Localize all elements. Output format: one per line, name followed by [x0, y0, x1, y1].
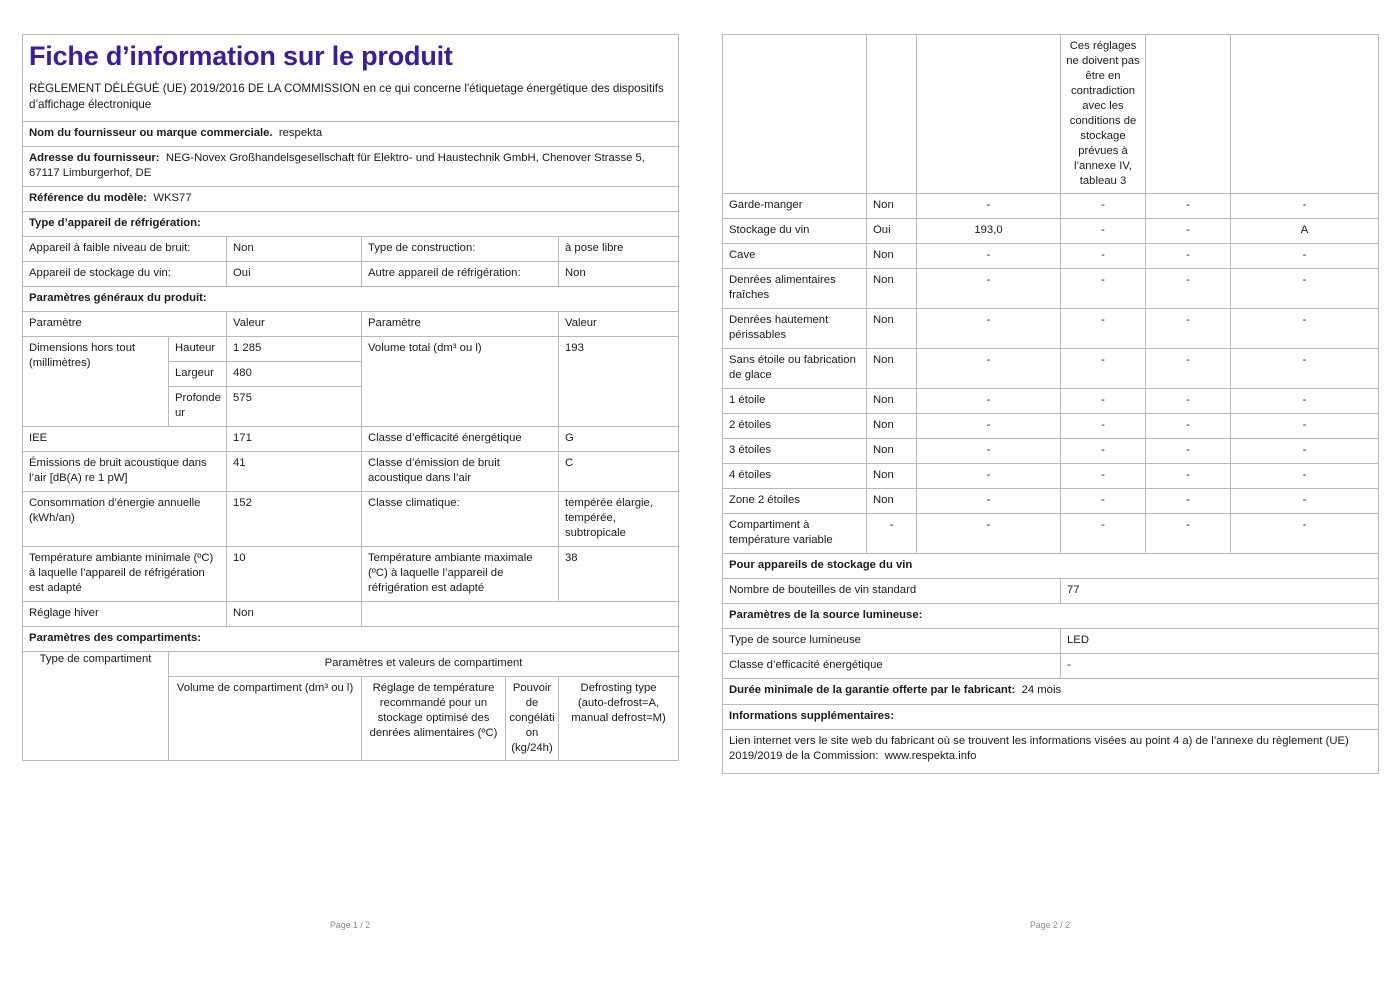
col-header-storage-note: Ces réglages ne doivent pas être en contradiction avec les conditions de stockage prévues à l’annexe IV, tableau 3 [1061, 35, 1146, 194]
col-header-parameter-1: Paramètre [23, 311, 227, 336]
height-value: 1 285 [227, 336, 362, 361]
compartment-volume: - [917, 269, 1061, 309]
additional-header: Informations supplémentaires: [723, 704, 1379, 729]
compartment-temp: - [1061, 464, 1146, 489]
compartment-temp: - [1061, 309, 1146, 349]
table-row [723, 489, 1379, 514]
wine-section-header: Pour appareils de stockage du vin [723, 554, 1379, 579]
compartments-header-row [23, 626, 679, 651]
compartment-freeze: - [1146, 219, 1231, 244]
light-source-type-row [723, 629, 1379, 654]
noise-emissions-row [23, 451, 679, 491]
compartment-freeze: - [1146, 389, 1231, 414]
supplier-address-value: NEG-Novex Großhandelsgesellschaft für Elektro- und Haustechnik GmbH, Chenover Strasse 5, 67117 Limburgerhof, DE [29, 151, 645, 179]
noise-class-label: Classe d’émission de bruit acoustique dans l’air [362, 451, 559, 491]
max-ambient-temp-label: Température ambiante maximale (ºC) à laquelle l’appareil de réfrigération est adapté [362, 546, 559, 601]
compartment-present: Non [867, 439, 917, 464]
page-2-table [722, 34, 1379, 774]
climate-class-value: tempérée élargie, tempérée, subtropicale [559, 491, 679, 546]
warranty-cell [723, 679, 1379, 704]
compartment-present: Non [867, 309, 917, 349]
title-row [23, 35, 679, 122]
compartment-temp: - [1061, 514, 1146, 554]
compartment-present: Non [867, 244, 917, 269]
compartment-type: 1 étoile [723, 389, 867, 414]
wine-section-header-row [723, 554, 1379, 579]
compartment-temp: - [1061, 269, 1146, 309]
compartment-type: Stockage du vin [723, 219, 867, 244]
compartment-present: Oui [867, 219, 917, 244]
compartment-defrost: - [1231, 349, 1379, 389]
table-row [723, 464, 1379, 489]
compartment-volume: - [917, 439, 1061, 464]
table-row [723, 439, 1379, 464]
light-source-type-value: LED [1061, 629, 1379, 654]
ambient-temperature-row [23, 546, 679, 601]
continued-volume-cell [917, 35, 1061, 194]
compartment-defrost: - [1231, 194, 1379, 219]
supplier-name-value: respekta [278, 126, 323, 139]
table-row [723, 389, 1379, 414]
low-noise-label: Appareil à faible niveau de bruit: [23, 236, 227, 261]
compartment-volume: - [917, 389, 1061, 414]
supplier-address-row [23, 146, 679, 186]
compartment-temp: - [1061, 244, 1146, 269]
compartment-volume: - [917, 514, 1061, 554]
compartment-volume: - [917, 464, 1061, 489]
compartment-freeze: - [1146, 464, 1231, 489]
page-1-table [22, 34, 679, 761]
compartment-freeze: - [1146, 269, 1231, 309]
light-source-class-value: - [1061, 654, 1379, 679]
general-params-header-row [23, 286, 679, 311]
continued-type-cell [723, 35, 867, 194]
warranty-row [723, 679, 1379, 704]
width-label: Largeur [169, 361, 227, 386]
table-row [723, 269, 1379, 309]
compartment-type: Cave [723, 244, 867, 269]
compartment-defrost: - [1231, 489, 1379, 514]
efficiency-class-label: Classe d’efficacité énergétique [362, 426, 559, 451]
compartment-temp: - [1061, 389, 1146, 414]
appliance-type-header-row [23, 211, 679, 236]
energy-consumption-row [23, 491, 679, 546]
col-header-value-1: Valeur [227, 311, 362, 336]
climate-class-label: Classe climatique: [362, 491, 559, 546]
other-appliance-label: Autre appareil de réfrigération: [362, 261, 559, 286]
page-subtitle: RÈGLEMENT DÉLÉGUÉ (UE) 2019/2016 DE LA COMMISSION en ce qui concerne l'étiquetage énergétique des dispositifs d’affichage électronique [29, 81, 664, 112]
manufacturer-link-url[interactable]: www.respekta.info [884, 749, 977, 762]
compartment-temp: - [1061, 194, 1146, 219]
min-ambient-temp-value: 10 [227, 546, 362, 601]
compartment-defrost: - [1231, 414, 1379, 439]
compartment-type: Denrées hautement périssables [723, 309, 867, 349]
construction-type-label: Type de construction: [362, 236, 559, 261]
additional-link-row [723, 729, 1379, 773]
appliance-type-row [23, 261, 679, 286]
wine-storage-value: Oui [227, 261, 362, 286]
compartment-type: Zone 2 étoiles [723, 489, 867, 514]
noise-class-value: C [559, 451, 679, 491]
total-volume-value: 193 [559, 336, 679, 426]
compartment-present: Non [867, 489, 917, 514]
compartment-volume: - [917, 414, 1061, 439]
compartment-temp: - [1061, 489, 1146, 514]
iee-label: IEE [23, 426, 227, 451]
general-params-header: Paramètres généraux du produit: [23, 286, 679, 311]
wine-bottles-label: Nombre de bouteilles de vin standard [723, 579, 1061, 604]
compartment-freeze: - [1146, 194, 1231, 219]
model-row [23, 186, 679, 211]
continued-freeze-cell [1146, 35, 1231, 194]
compartment-defrost: - [1231, 464, 1379, 489]
compartment-freeze: - [1146, 439, 1231, 464]
total-volume-label: Volume total (dm³ ou l) [362, 336, 559, 426]
title-cell [23, 35, 679, 122]
compartment-defrost: A [1231, 219, 1379, 244]
table-row [723, 219, 1379, 244]
additional-header-row [723, 704, 1379, 729]
other-appliance-value: Non [559, 261, 679, 286]
compartment-type: 3 étoiles [723, 439, 867, 464]
light-source-header: Paramètres de la source lumineuse: [723, 604, 1379, 629]
dimensions-label: Dimensions hors tout (millimètres) [23, 336, 169, 426]
col-header-compartment-volume: Volume de compartiment (dm³ ou l) [169, 676, 362, 760]
general-params-col-header-row [23, 311, 679, 336]
light-source-class-label: Classe d’efficacité énergétique [723, 654, 1061, 679]
model-cell [23, 186, 679, 211]
compartment-temp: - [1061, 414, 1146, 439]
low-noise-value: Non [227, 236, 362, 261]
depth-label: Profondeur [169, 386, 227, 426]
wine-bottles-row [723, 579, 1379, 604]
noise-emissions-label: Émissions de bruit acoustique dans l’air [dB(A) re 1 pW] [23, 451, 227, 491]
page-2-footer: Page 2 / 2 [1029, 920, 1071, 930]
depth-value: 575 [227, 386, 362, 426]
compartment-type: Sans étoile ou fabrication de glace [723, 349, 867, 389]
compartment-present: Non [867, 414, 917, 439]
appliance-type-header: Type d’appareil de réfrigération: [23, 211, 679, 236]
light-source-class-row [723, 654, 1379, 679]
light-source-type-label: Type de source lumineuse [723, 629, 1061, 654]
compartment-freeze: - [1146, 349, 1231, 389]
continued-defrost-cell [1231, 35, 1379, 194]
compartment-present: Non [867, 349, 917, 389]
appliance-type-row [23, 236, 679, 261]
continued-present-cell [867, 35, 917, 194]
compartment-present: Non [867, 389, 917, 414]
col-header-freezing-capacity: Pouvoir de congélation (kg/24h) [506, 676, 559, 760]
construction-type-value: à pose libre [559, 236, 679, 261]
compartment-present: Non [867, 464, 917, 489]
winter-setting-value: Non [227, 601, 362, 626]
model-value: WKS77 [153, 191, 192, 204]
compartment-defrost: - [1231, 439, 1379, 464]
compartment-temp: - [1061, 219, 1146, 244]
height-label: Hauteur [169, 336, 227, 361]
page-1-clip [0, 0, 700, 900]
warranty-value: 24 mois [1021, 684, 1062, 697]
page-1-footer: Page 1 / 2 [329, 920, 371, 930]
winter-setting-row [23, 601, 679, 626]
noise-emissions-value: 41 [227, 451, 362, 491]
iee-row [23, 426, 679, 451]
compartments-group-header-row [23, 651, 679, 676]
compartment-volume: - [917, 349, 1061, 389]
supplier-address-cell [23, 146, 679, 186]
table-row [723, 194, 1379, 219]
col-header-temp-setting: Réglage de température recommandé pour un stockage optimisé des denrées alimentaires (ºC) [362, 676, 506, 760]
compartment-type: Compartiment à température variable [723, 514, 867, 554]
compartment-volume: - [917, 244, 1061, 269]
light-source-header-row [723, 604, 1379, 629]
manufacturer-link-text: Lien internet vers le site web du fabricant où se trouvent les informations visées au point 4 a) de l’annexe du règlement (UE) 2019/2019 de la Commission: [729, 734, 1349, 762]
col-header-value-2: Valeur [559, 311, 679, 336]
supplier-address-label: Adresse du fournisseur: [29, 151, 160, 164]
compartments-header: Paramètres des compartiments: [23, 626, 679, 651]
supplier-name-cell [23, 121, 679, 146]
energy-consumption-value: 152 [227, 491, 362, 546]
compartment-volume: - [917, 309, 1061, 349]
compartment-defrost: - [1231, 309, 1379, 349]
compartment-defrost: - [1231, 269, 1379, 309]
energy-consumption-label: Consommation d’énergie annuelle (kWh/an) [23, 491, 227, 546]
page-1-column [22, 34, 678, 761]
compartment-defrost: - [1231, 389, 1379, 414]
compartment-type: 4 étoiles [723, 464, 867, 489]
efficiency-class-value: G [559, 426, 679, 451]
compartment-volume: - [917, 489, 1061, 514]
compartment-freeze: - [1146, 489, 1231, 514]
compartment-defrost: - [1231, 514, 1379, 554]
model-label: Référence du modèle: [29, 191, 148, 204]
compartment-type: Garde-manger [723, 194, 867, 219]
compartment-freeze: - [1146, 514, 1231, 554]
compartment-freeze: - [1146, 309, 1231, 349]
compartment-volume: 193,0 [917, 219, 1061, 244]
supplier-name-row [23, 121, 679, 146]
compartment-present: Non [867, 269, 917, 309]
wine-bottles-value: 77 [1061, 579, 1379, 604]
col-header-defrosting-type: Defrosting type (auto-defrost=A, manual defrost=M) [559, 676, 679, 760]
col-header-parameter-2: Paramètre [362, 311, 559, 336]
dimensions-height-row [23, 336, 679, 361]
compartment-freeze: - [1146, 414, 1231, 439]
winter-setting-label: Réglage hiver [23, 601, 227, 626]
table-row [723, 349, 1379, 389]
iee-value: 171 [227, 426, 362, 451]
width-value: 480 [227, 361, 362, 386]
wine-storage-label: Appareil de stockage du vin: [23, 261, 227, 286]
table-row [723, 309, 1379, 349]
table-row [723, 414, 1379, 439]
compartment-present: Non [867, 194, 917, 219]
compartment-present: - [867, 514, 917, 554]
page-title: Fiche d’information sur le produit [29, 41, 453, 71]
compartment-defrost: - [1231, 244, 1379, 269]
compartment-type: Denrées alimentaires fraîches [723, 269, 867, 309]
col-header-compartment-type: Type de compartiment [23, 651, 169, 760]
warranty-label: Durée minimale de la garantie offerte par le fabricant: [729, 684, 1016, 697]
continuation-header-row [723, 35, 1379, 194]
compartments-group-header: Paramètres et valeurs de compartiment [169, 651, 679, 676]
compartment-temp: - [1061, 439, 1146, 464]
compartment-type: 2 étoiles [723, 414, 867, 439]
max-ambient-temp-value: 38 [559, 546, 679, 601]
supplier-name-label: Nom du fournisseur ou marque commerciale. [29, 126, 273, 139]
additional-link-cell [723, 729, 1379, 773]
winter-setting-empty [362, 601, 679, 626]
table-row [723, 514, 1379, 554]
min-ambient-temp-label: Température ambiante minimale (ºC) à laquelle l’appareil de réfrigération est adapté [23, 546, 227, 601]
table-row [723, 244, 1379, 269]
compartment-freeze: - [1146, 244, 1231, 269]
page-2-column [722, 34, 1378, 774]
compartment-volume: - [917, 194, 1061, 219]
compartment-temp: - [1061, 349, 1146, 389]
